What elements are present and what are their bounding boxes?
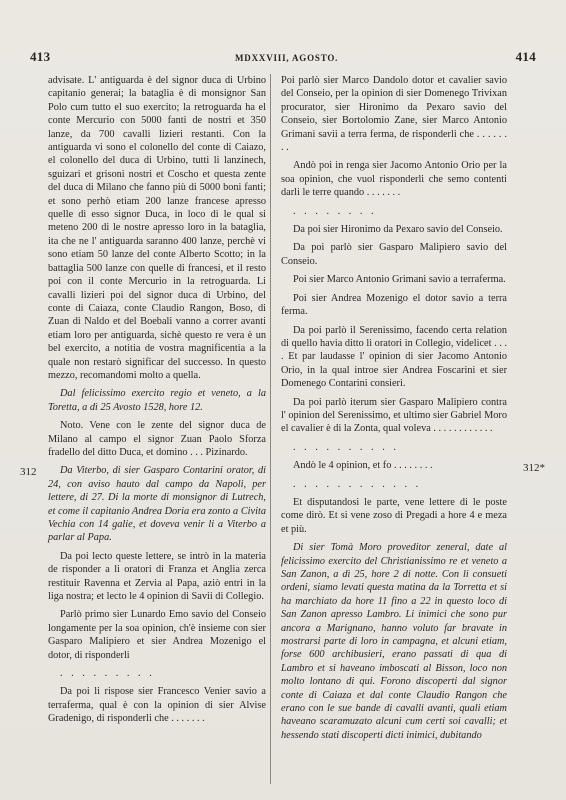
running-title: MDXXVIII, AGOSTO. xyxy=(235,53,339,63)
right-column xyxy=(281,74,507,747)
ellipsis-line: . . . . . . . . xyxy=(293,205,377,217)
ellipsis-line: . . . . . . . . . . . . xyxy=(293,478,422,490)
margin-note-right: 312* xyxy=(523,462,545,474)
paragraph: Da poi parlò iterum sier Gasparo Malipiero contra l' opinion del Serenissimo, et ultimo sier Gabriel Moro el cavalier è di la Zonta, qual voleva . . . . . . . . . . . . xyxy=(281,396,507,435)
paragraph: Da poi li rispose sier Francesco Venier savio a terraferma, qual è con la opinion di sier Alvise Gradenigo, di risponderli che . . . . . . . xyxy=(48,686,266,725)
paragraph: Et disputandosi le parte, vene lettere di le poste come dirò. Et si vene zoso di Pregadi a hore 4 e meza et più. xyxy=(281,496,507,535)
left-page-number: 413 xyxy=(30,49,51,64)
paragraph: Da poi sier Hironimo da Pexaro savio del Conseio. xyxy=(293,224,503,236)
paragraph: advisate. L' antiguarda è del signor duca di Urbino capitanio generai; la bataglia è di monsignor San Polo cum tutto el suo exercito; la retroguarda ha el conte Mercurio con 5000 fanti de nostri et 350 lanze, da 700 cavalli lizieri restanti. Con la antiguarda vi sono el colonello del conte di Caiazo, el colonello del duca di Urbino, tutti li lanzinech, sguizari et grisoni nostri et Coscho et questa zente del duca di Milano che fanno più di 5000 boni fanti; et sono perhò etiam 200 lanze francese apresso quelle di esso signor Duca, in loco di le qual si meteno 200 di le nostre apresso loro in la bataglia, ita che ne l' antiguarda saranno 400 lanze, perchè vi sono etiam 50 lanze del conte Alberto Scotto; in la battaglia 500 lanze con quelle di francesi, et il resto poi con il conte Mercurio in la retroguarda. Li cavalli lizieri poi del signor duca di Urbino, del conte di Caiaza, conte Claudio Rangon, Boso, di Zuan di Naldo et del Boebali vanno a correr avanti etiam loro per antiguarda, sichè questo re vera è un bel exercito, a notitia de vostra magnificentia a la quale non restarò significar del successo. In questo mezzo, recomandomi molto a quella. xyxy=(48,75,266,381)
paragraph: Parlò primo sier Lunardo Emo savio del Conseio longamente per la soa opinion, ch'è insieme con sier Gasparo Malipiero et sier Andrea Mozenigo el dotor, di risponderli xyxy=(48,609,266,661)
paragraph: Noto. Vene con le zente del signor duca de Milano al campo el signor Zuan Paolo Sforza fradello del ditto Duca, et domino . . . Pizinardo. xyxy=(48,420,266,458)
paragraph: Andò poi in renga sier Jacomo Antonio Orio per la soa opinion, che vuol risponderli che semo contenti darli le terre quando . . . . . . . xyxy=(281,160,507,199)
margin-note-left: 312 xyxy=(20,466,37,478)
ellipsis-line: . . . . . . . . . . xyxy=(293,441,399,453)
left-column xyxy=(48,74,266,731)
letter-heading: Di sier Tomà Moro proveditor zeneral, date al felicissimo exercito del Christianissimo re et veneto a San Zanon, a dì 25, hore 2 di notte. Con li consueti ordeni, siamo levati questa matina da la Torretta et si ha marchiato da hore 11 fino a 22 in questo loco di San Zanon apresso Lambro. Li inimici che sono pur ancora a Marignano, hanno voluto far bravate in mostrarsi parte di loro in campagna, et alcuni etiam, forse 600 archibusieri, erano passati di qua di Lambro et si haveano imboscati al Bisson, loco non molto lontano di qui. Forono discoperti dal signor conte di Caiaza et dal conte Claudio Rangon che erano con le sue bande di cavalli avanti, quali etiam haveano scaramuzato alcuni cum certi soi cavalli; et hessendo stati discoperti dicti inimici, dubitando xyxy=(281,542,507,741)
paragraph: Poi sier Marco Antonio Grimani savio a terraferma. xyxy=(293,274,506,286)
paragraph: Da poi parlò sier Gasparo Malipiero savio del Conseio. xyxy=(281,242,507,267)
paragraph: Da poi parlò il Serenissimo, facendo certa relation di quello havia ditto li oratori in Collegio, videlicet . . . . Et par laudasse l' opinion di sier Jacomo Antonio Orio, in la qual introe sier Andrea Foscarini et sier Domenego Contarini consieri. xyxy=(281,324,507,390)
paragraph: Poi parlò sier Marco Dandolo dotor et cavalier savio del Conseio, per la opinion di sier Domenego Trivixan procurator, sier Hironimo da Pexaro savio del Conseio, sier Bortolomio Zane, sier Marco Antonio Grimani savii a terra ferma, de risponderli che . . . . . . . . xyxy=(281,75,507,154)
right-page-number: 414 xyxy=(515,49,536,64)
dateline: Dal felicissimo exercito regio et veneto, a la Toretta, a dì 25 Avosto 1528, hore 12. xyxy=(48,388,266,413)
paragraph: Da poi lecto queste lettere, se intrò in la materia de risponder a li oratori di Franza et Anglia zerca restituir Ravenna et Zervia al Papa, aziò entri in la liga nostra; et lecto le 4 opinion di Savii di Collegio. xyxy=(48,550,266,603)
paragraph: Andò le 4 opinion, et fo . . . . . . . . xyxy=(293,460,433,472)
column-divider xyxy=(270,74,271,784)
letter-heading: Da Viterbo, di sier Gasparo Contarini orator, di 24, con aviso hauto dal campo da Napoli, per lettere, di 27. Di la morte di monsignor di Lutrech, et come il capitanio Andrea Doria era zonto a Civita Vechia con 14 galie, et doveva venir li a Viterbo a parlar al Papa. xyxy=(48,465,266,544)
ellipsis-line: . . . . . . . . . xyxy=(60,668,155,680)
paragraph: Poi sier Andrea Mozenigo el dotor savio a terra ferma. xyxy=(281,292,507,318)
